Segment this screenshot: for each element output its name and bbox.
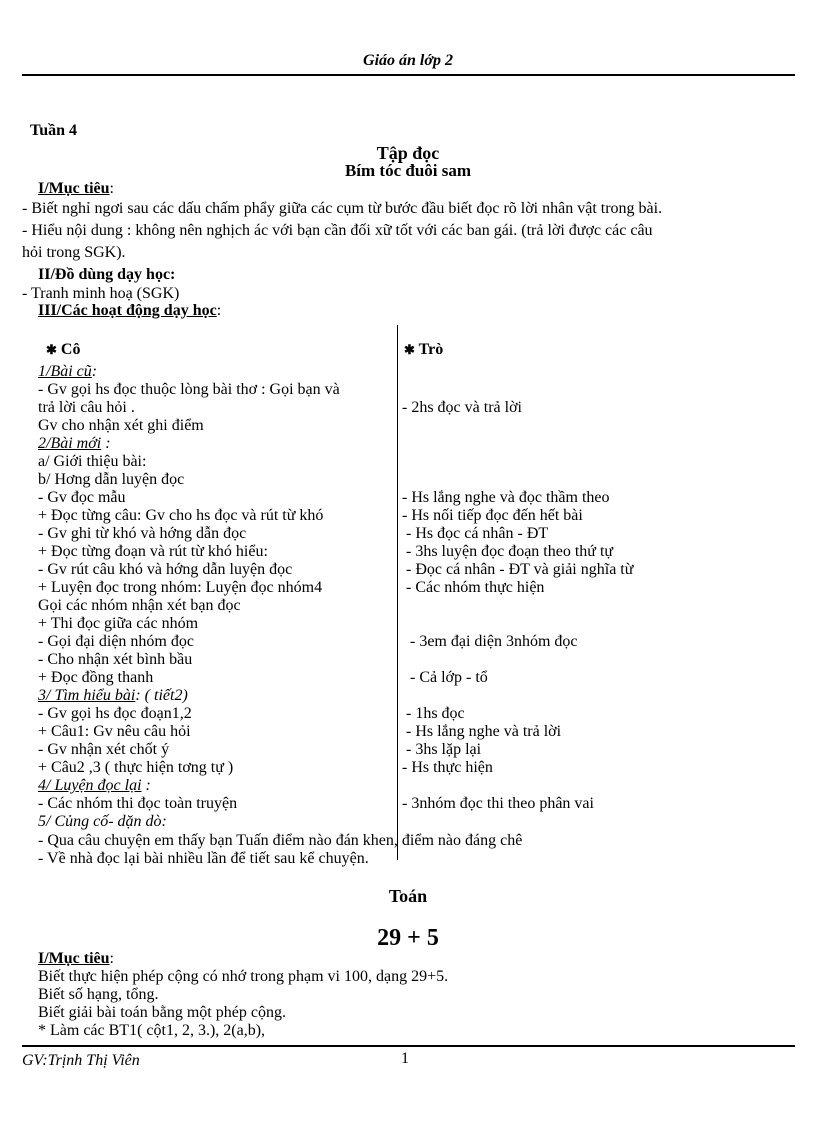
lesson2-subject: Toán [388, 886, 428, 906]
teacher-activity-suffix: : [161, 813, 167, 830]
week-label: Tuần 4 [30, 122, 77, 139]
teacher-activity [38, 489, 126, 507]
teacher-activity [38, 381, 340, 399]
teacher-activity-text: trả lời câu hỏi . [38, 399, 135, 416]
teacher-activity-text: + Đọc từng đoạn và rút từ khó hiểu: [38, 543, 268, 560]
student-activity: - Hs thực hiện [402, 759, 493, 776]
teacher-activity [38, 687, 188, 705]
teacher-activity-text: + Thi đọc giữa các nhóm [38, 615, 199, 632]
teacher-activity-suffix: : [91, 363, 98, 380]
student-activity: - 3hs lặp lại [402, 741, 482, 758]
student-activity: - 3nhóm đọc thi theo phân vai [402, 795, 594, 812]
page-header-title: Giáo án lớp 2 [363, 52, 453, 69]
student-activity: - 3em đại diện 3nhóm đọc [402, 633, 578, 650]
teacher-activity [38, 579, 322, 597]
lesson1-goal-3: hỏi trong SGK). [22, 244, 126, 261]
student-activity: - Các nhóm thực hiện [402, 579, 545, 596]
teacher-activity-text: + Đọc từng câu: Gv cho hs đọc và rút từ khó [38, 507, 324, 524]
student-activity: - Hs đọc cá nhân - ĐT [402, 525, 549, 542]
teacher-activity-text: 3/ Tìm hiểu bài [38, 687, 136, 704]
teacher-activity-text: 2/Bài mới [38, 435, 102, 452]
teacher-activity [38, 705, 192, 723]
teacher-activity [38, 453, 146, 471]
teacher-activity-text: b/ Hơng dẫn luyện đọc [38, 471, 185, 488]
teacher-activity [38, 759, 233, 777]
lesson2-title: 29 + 5 [377, 925, 439, 951]
footer-teacher: GV:Trịnh Thị Viên [22, 1052, 140, 1069]
lesson1-closing-2: - Về nhà đọc lại bài nhiều lần để tiết sau kể chuyện. [38, 850, 369, 867]
student-activity: - Hs nối tiếp đọc đến hết bài [402, 507, 583, 524]
column-divider [397, 325, 398, 860]
teacher-activity [38, 435, 111, 453]
asterisk-icon: ✱ [404, 342, 415, 357]
teacher-activity-text: - Gv rút câu khó và hớng dẫn luyện đọc [38, 561, 293, 578]
col-teacher-header: ✱ Cô [46, 341, 81, 358]
lesson2-goal-3: Biết giải bài toán bằng một phép cộng. [38, 1004, 286, 1021]
lesson2-goal-heading: I/Mục tiêu: [38, 950, 114, 967]
teacher-activity-text: a/ Giới thiệu bài: [38, 453, 147, 470]
col-student-header: ✱ Trò [404, 341, 444, 358]
header-rule [22, 74, 795, 76]
lesson1-goal-2: - Hiểu nội dung : không nên nghịch ác với bạn cần đối xữ tốt với các ban gái. (trả lời được các câu [22, 222, 653, 239]
teacher-activity-text: + Luyện đọc trong nhóm: Luyện đọc nhóm4 [38, 579, 323, 596]
student-activity: - 2hs đọc và trả lời [402, 399, 522, 416]
student-activity: - Cả lớp - tổ [402, 669, 488, 686]
teacher-activity-text: + Câu1: Gv nêu câu hỏi [38, 723, 191, 740]
student-activity: - Hs lắng nghe và đọc thầm theo [402, 489, 610, 506]
teacher-activity [38, 363, 97, 381]
teacher-activity-text: + Đọc đồng thanh [38, 669, 154, 686]
lesson1-goal-1: - Biết nghỉ ngơi sau các dấu chấm phẩy giữa các cụm từ bước đầu biết đọc rõ lời nhân vật trong bài. [22, 200, 663, 217]
lesson1-closing-1: - Qua câu chuyện em thấy bạn Tuấn điểm nào đán khen, điểm nào đáng chê [38, 832, 523, 849]
teacher-activity [38, 741, 169, 759]
teacher-activity-text: 4/ Luyện đọc lại [38, 777, 142, 794]
teacher-activity-suffix: : [141, 777, 151, 794]
teacher-activity [38, 651, 192, 669]
teacher-activity [38, 669, 153, 687]
teacher-activity-text: - Gọi đại diện nhóm đọc [38, 633, 194, 650]
lesson1-materials-heading: II/Đồ dùng dạy học: [38, 266, 176, 283]
teacher-activity [38, 777, 151, 795]
lesson1-activities-heading: III/Các hoạt động dạy học: [38, 302, 222, 319]
teacher-activity-suffix: : [101, 435, 111, 452]
teacher-activity [38, 633, 194, 651]
footer-page-number: 1 [401, 1050, 409, 1067]
teacher-activity [38, 507, 323, 525]
teacher-activity [38, 471, 184, 489]
teacher-activity [38, 795, 237, 813]
teacher-activity-text: - Gv nhận xét chốt ý [38, 741, 170, 758]
teacher-activity [38, 417, 204, 435]
lesson1-goal-heading: I/Mục tiêu: [38, 180, 114, 197]
student-activity: - Đọc cá nhân - ĐT và giải nghĩa từ [402, 561, 634, 578]
lesson2-goal-1: Biết thực hiện phép cộng có nhớ trong phạm vi 100, dạng 29+5. [38, 968, 449, 985]
student-activity: - 1hs đọc [402, 705, 465, 722]
teacher-activity [38, 813, 167, 831]
footer-rule [22, 1045, 795, 1047]
teacher-activity-suffix: : ( tiết2) [135, 687, 188, 704]
teacher-activity [38, 723, 191, 741]
teacher-activity [38, 543, 268, 561]
teacher-activity-text: - Gv gọi hs đọc thuộc lòng bài thơ : Gọi bạn và [38, 381, 340, 398]
lesson1-subject: Tập đọc [376, 143, 440, 163]
teacher-activity-text: - Gv ghi từ khó và hớng dẫn đọc [38, 525, 247, 542]
lesson1-materials: - Tranh minh hoạ (SGK) [22, 285, 180, 302]
student-activity: - Hs lắng nghe và trả lời [402, 723, 562, 740]
teacher-activity-text: Gv cho nhận xét ghi điểm [38, 417, 204, 434]
student-activity: - 3hs luyện đọc đoạn theo thứ tự [402, 543, 614, 560]
teacher-activity [38, 615, 198, 633]
teacher-activity [38, 525, 246, 543]
teacher-activity [38, 399, 135, 417]
teacher-activity-text: 1/Bài cũ [38, 363, 92, 380]
teacher-activity-text: - Cho nhận xét bình bầu [38, 651, 193, 668]
teacher-activity-text: 5/ Củng cố- dặn dò [38, 813, 162, 830]
lesson1-title: Bím tóc đuôi sam [344, 161, 472, 180]
teacher-activity [38, 597, 241, 615]
lesson2-goal-2: Biết số hạng, tổng. [38, 986, 159, 1003]
teacher-activity-text: Gọi các nhóm nhận xét bạn đọc [38, 597, 241, 614]
teacher-activity-text: + Câu2 ,3 ( thực hiện tơng tự ) [38, 759, 234, 776]
teacher-activity [38, 561, 292, 579]
asterisk-icon: ✱ [46, 342, 57, 357]
lesson2-goal-4: * Làm các BT1( cột1, 2, 3.), 2(a,b), [38, 1022, 266, 1039]
teacher-activity-text: - Gv đọc mẫu [38, 489, 126, 506]
teacher-activity-text: - Các nhóm thi đọc toàn truyện [38, 795, 238, 812]
teacher-activity-text: - Gv gọi hs đọc đoạn1,2 [38, 705, 192, 722]
